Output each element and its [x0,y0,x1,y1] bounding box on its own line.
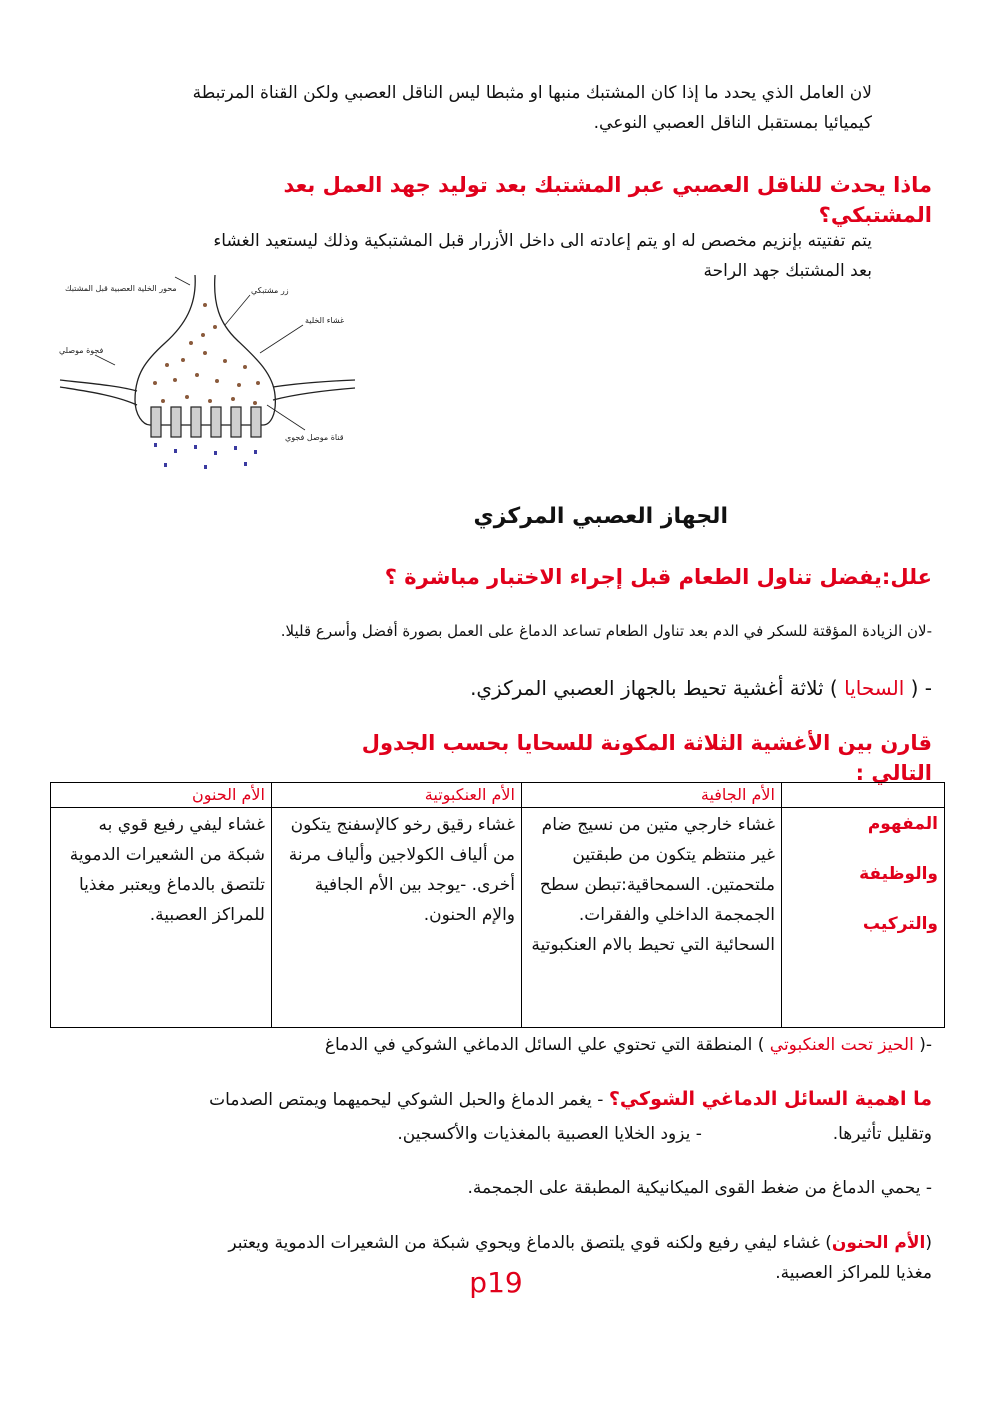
header-dura: الأم الجافية [522,783,782,808]
question-food-before-exam: علل:يفضل تناول الطعام قبل إجراء الاختبار مباشرة ؟ [384,565,932,589]
csf-question: ما اهمية السائل الدماغي الشوكي؟ [608,1088,932,1110]
subarachnoid-definition [180,1030,932,1060]
cell-arachnoid: غشاء رقيق رخو كالإسفنج يتكون من ألياف الكولاجين وألياف مرنة أخرى. -يوجد بين الأم الجافية والإم الحنون. [272,808,522,1028]
pia-term: الأم الحنون [831,1233,926,1253]
csf-answer-1-end: وتقليل تأثيرها. [832,1124,932,1144]
csf-answer-1: - يغمر الدماغ والحبل الشوكي ليحميهما ويمتص الصدمات [209,1090,609,1110]
meninges-prefix: - ( [910,676,932,700]
label-channel: قناة موصل فجوي [285,433,344,442]
pia-open-paren: ( [925,1233,932,1253]
meninges-rest: ) ثلاثة أغشية تحيط بالجهاز العصبي المركزي. [470,676,838,700]
csf-answer-2: - يزود الخلايا العصبية بالمغذيات والأكسجين. [397,1124,702,1144]
meninges-comparison-table [50,782,945,1028]
header-arachnoid: الأم العنكبوتية [272,783,522,808]
pia-line-2: مغذيا للمراكز العصبية. [775,1263,932,1283]
answer-food-before-exam: -لان الزيادة المؤقتة للسكر في الدم بعد تناول الطعام تساعد الدماغ على العمل بصورة أفضل وأسرع قليلا. [280,622,932,640]
meninges-term: السحايا [844,676,905,700]
table-header-row [51,783,945,808]
postsynaptic-membrane-right [273,380,355,387]
row-label-function: والوظيفة [859,864,938,884]
csf-importance [90,1082,932,1151]
page-number: p19 [469,1266,523,1299]
question-synapse-transmitter: ماذا يحدث للناقل العصبي عبر المشتبك بعد توليد جهد العمل بعد المشتبكي؟ [283,173,932,227]
intro-paragraph [60,78,872,138]
label-vesicle: زر مشتبكي [251,286,289,295]
csf-line-1 [90,1082,932,1117]
intro-line-1: لان العامل الذي يحدد ما إذا كان المشتبك منبها او مثبطا ليس الناقل العصبي ولكن القناة المرتبطة [192,83,872,103]
question-compare-meninges: قارن بين الأغشية الثلاثة المكونة للسحايا بحسب الجدول التالي : [361,731,932,785]
label-membrane: غشاء الخلية [305,316,345,325]
row-label-structure: والتركيب [862,914,938,934]
subarachnoid-term: الحيز تحت العنكبوتي [769,1035,914,1055]
header-empty [782,783,945,808]
synapse-diagram [55,265,370,490]
section-title: الجهاز العصبي المركزي [473,504,728,529]
subarachnoid-prefix: -( [919,1035,932,1055]
meninges-definition [360,672,932,704]
answer-line-1: يتم تفتيته بإنزيم مخصص له او يتم إعادته الى داخل الأزرار قبل المشتبكية وذلك ليستعيد الغشاء [213,231,872,251]
pia-rest: ) غشاء ليفي رفيع ولكنه قوي يلتصق بالدماغ ويحوي شبكة من الشعيرات الدموية ويعتبر [228,1233,832,1253]
table-row [51,808,945,1028]
header-pia: الأم الحنون [51,783,272,808]
cell-pia: غشاء ليفي رفيع قوي به شبكة من الشعيرات الدموية تلتصق بالدماغ ويعتبر مغذيا للمراكز العصبية. [51,808,272,1028]
row-label-cell [782,808,945,1028]
answer-line-2: بعد المشتبك جهد الراحة [703,261,872,281]
cell-dura: غشاء خارجي متين من نسيج ضام غير منتظم يتكون من طبقتين ملتحمتين. السمحاقية:تبطن سطح الجمجمة الداخلي والفقرات. السحائية التي تحيط بالام العنكبوتية [522,808,782,1028]
csf-line-2 [90,1117,932,1151]
row-label-concept: المفهوم [867,814,938,834]
csf-answer-3: - يحمي الدماغ من ضغط القوى الميكانيكية المطبقة على الجمجمة. [467,1178,932,1198]
label-gap: فجوة موصلي [59,346,104,355]
pia-line-1 [82,1228,932,1258]
label-axon: محور الخلية العصبية قبل المشتبك [65,284,177,293]
intro-line-2: كيميائيا بمستقبل الناقل العصبي النوعي. [593,113,872,133]
subarachnoid-rest: ) المنطقة التي تحتوي علي السائل الدماغي الشوكي في الدماغ [324,1035,765,1055]
